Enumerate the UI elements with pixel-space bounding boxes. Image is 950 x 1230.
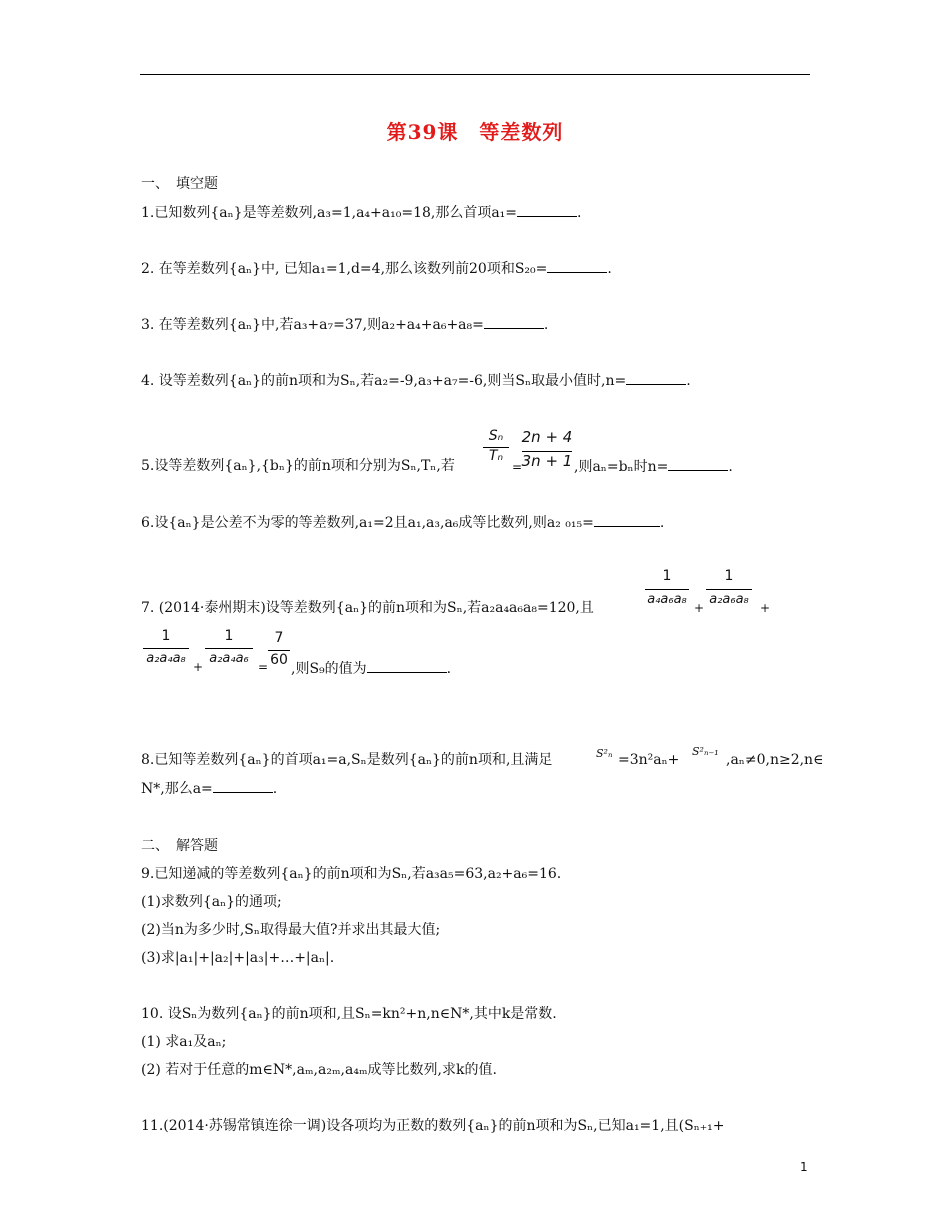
frac-3n1-denominator: 3n + 1 xyxy=(521,452,573,470)
question-9-part-1: (1)求数列{aₙ}的通项; xyxy=(141,894,282,910)
question-9: 9.已知递减的等差数列{aₙ}的前n项和为Sₙ,若a₃a₅=63,a₂+a₆=16. xyxy=(141,866,562,882)
question-5-start: 5.设等差数列{aₙ},{bₙ}的前n项和分别为Sₙ,Tₙ,若 xyxy=(141,458,455,474)
question-7-start: 7. (2014·泰州期末)设等差数列{aₙ}的前n项和为Sₙ,若a₂a₄a₆a₈=120,且 xyxy=(141,600,594,616)
q7-frac4-denominator: a₂a₄a₆ xyxy=(209,651,249,666)
question-4: 4. 设等差数列{aₙ}的前n项和为Sₙ,若a₂=-9,a₃+a₇=-6,则当Sₙ取最小值时,n= . xyxy=(141,370,691,391)
frac-sn-numerator: Sₙ xyxy=(488,428,504,444)
question-10-part-2: (2) 若对于任意的m∈N*,aₘ,a₂ₘ,a₄ₘ成等比数列,求k的值. xyxy=(141,1062,497,1078)
question-9-part-3: (3)求|a₁|+|a₂|+|a₃|+…+|aₙ|. xyxy=(141,950,335,966)
section-solutions: 二、 解答题 xyxy=(141,838,218,854)
fraction-bar xyxy=(706,589,752,590)
q7-frac1-numerator: 1 xyxy=(662,568,672,584)
section-fill-in: 一、 填空题 xyxy=(141,176,218,192)
answer-blank[interactable] xyxy=(517,202,577,217)
question-11: 11.(2014·苏锡常镇连徐一调)设各项均为正数的数列{aₙ}的前n项和为Sₙ,已知a₁=1,且(Sₙ₊₁+ xyxy=(141,1118,725,1134)
frac-tn-denominator: Tₙ xyxy=(488,448,504,464)
question-7-end: ,则S₉的值为 . xyxy=(291,658,451,679)
page-title: 第39课 等差数列 xyxy=(386,120,564,144)
question-8-start: 8.已知等差数列{aₙ}的首项a₁=a,Sₙ是数列{aₙ}的前n项和,且满足 xyxy=(141,752,553,768)
q7-frac4-numerator: 1 xyxy=(224,628,234,644)
answer-blank[interactable] xyxy=(668,456,728,471)
question-1: 1.已知数列{aₙ}是等差数列,a₃=1,a₄+a₁₀=18,那么首项a₁= . xyxy=(141,202,581,223)
page-number: 1 xyxy=(800,1160,808,1174)
header-rule xyxy=(140,74,810,75)
q8-sn-squared: S²ₙ xyxy=(596,747,613,760)
answer-blank[interactable] xyxy=(484,314,544,329)
answer-blank[interactable] xyxy=(594,512,660,527)
answer-blank[interactable] xyxy=(367,658,447,673)
q8-condition: ,aₙ≠0,n≥2,n∈ xyxy=(726,752,824,768)
question-5-end: ,则aₙ=bₙ时n= . xyxy=(574,456,733,477)
plus-sign: + xyxy=(760,601,771,615)
fraction-bar xyxy=(268,650,290,651)
q7-result-denominator: 60 xyxy=(270,652,288,668)
question-10: 10. 设Sₙ为数列{aₙ}的前n项和,且Sₙ=kn²+n,n∈N*,其中k是常数. xyxy=(141,1006,557,1022)
question-10-part-1: (1) 求a₁及aₙ; xyxy=(141,1034,227,1050)
plus-sign: + xyxy=(694,601,705,615)
q8-middle: =3n²aₙ+ xyxy=(618,752,680,768)
question-6: 6.设{aₙ}是公差不为零的等差数列,a₁=2且a₁,a₃,a₆成等比数列,则a₂ ₀₁₅= . xyxy=(141,512,664,533)
equals-sign: = xyxy=(258,660,269,674)
equals-sign: = xyxy=(512,460,523,474)
q7-frac3-numerator: 1 xyxy=(161,628,171,644)
q8-sn1-squared: S²ₙ₋₁ xyxy=(692,745,719,758)
answer-blank[interactable] xyxy=(547,258,607,273)
q7-result-numerator: 7 xyxy=(274,630,284,646)
q7-frac3-denominator: a₂a₄a₈ xyxy=(146,651,186,666)
answer-blank[interactable] xyxy=(213,778,273,793)
question-3: 3. 在等差数列{aₙ}中,若a₃+a₇=37,则a₂+a₄+a₆+a₈= . xyxy=(141,314,548,335)
plus-sign: + xyxy=(193,660,204,674)
q7-frac2-numerator: 1 xyxy=(724,568,734,584)
frac-2n4-numerator: 2n + 4 xyxy=(521,428,573,446)
q7-frac2-denominator: a₂a₆a₈ xyxy=(709,592,749,607)
answer-blank[interactable] xyxy=(626,370,686,385)
q7-frac1-denominator: a₄a₆a₈ xyxy=(647,592,687,607)
question-8-end: N*,那么a= . xyxy=(141,778,277,799)
question-9-part-2: (2)当n为多少时,Sₙ取得最大值?并求出其最大值; xyxy=(141,922,441,938)
fraction-bar xyxy=(645,589,689,590)
fraction-bar xyxy=(205,648,253,649)
fraction-bar xyxy=(143,648,189,649)
question-2: 2. 在等差数列{aₙ}中, 已知a₁=1,d=4,那么该数列前20项和S₂₀= . xyxy=(141,258,612,279)
